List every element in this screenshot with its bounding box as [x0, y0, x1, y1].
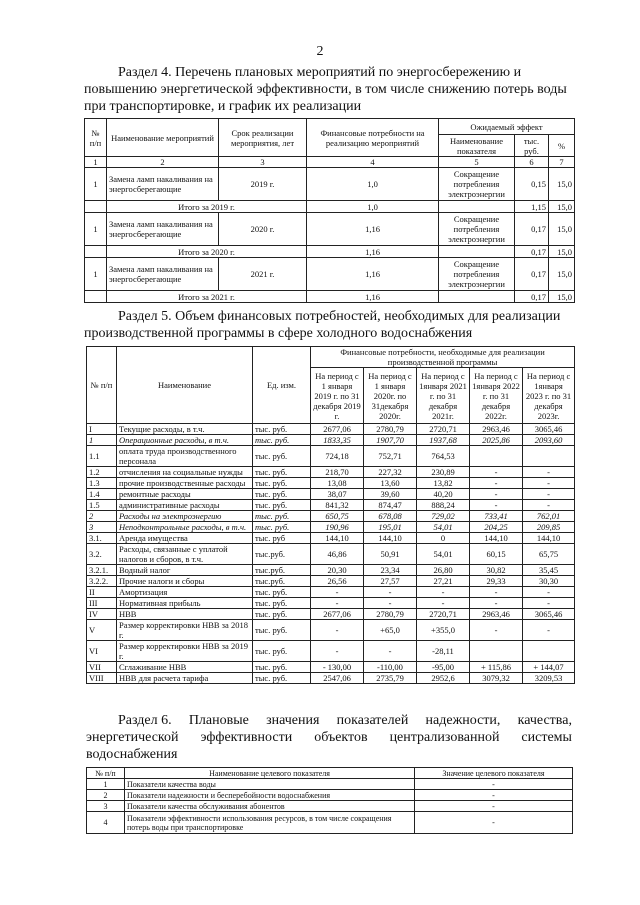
header-finance: Финансовые потребности, необходимые для реализации производственной программы [311, 347, 575, 368]
cell-value: - [311, 620, 364, 641]
cell-value: - [523, 467, 575, 478]
cell-num: 1.1 [87, 446, 117, 467]
cell-value: 2963,46 [470, 609, 523, 620]
cell-unit: тыс. руб. [253, 522, 311, 533]
cell-unit: тыс. руб. [253, 435, 311, 446]
cell-thousand: 0,17 [515, 291, 549, 303]
cell-value: 144,10 [364, 533, 417, 544]
cell-value: 30,30 [523, 576, 575, 587]
cell-value: +65,0 [364, 620, 417, 641]
table-row [87, 565, 575, 576]
cell-value: - 130,00 [311, 662, 364, 673]
cell-indicator: Сокращение потребления электроэнергии [439, 258, 515, 291]
cell-name: Операционные расходы, в т.ч. [117, 435, 253, 446]
cell-value: 29,33 [470, 576, 523, 587]
table-row [87, 511, 575, 522]
cell-unit: тыс.руб. [253, 565, 311, 576]
cell-value: 230,89 [417, 467, 470, 478]
cell-finance: 1,16 [307, 213, 439, 246]
cell-num: 1 [87, 435, 117, 446]
cell-value [523, 446, 575, 467]
cell-num: 3.2.1. [87, 565, 117, 576]
cell-value: 2677,06 [311, 609, 364, 620]
section4-table [84, 118, 575, 303]
cell-value: 2025,86 [470, 435, 523, 446]
cell-value: 1833,35 [311, 435, 364, 446]
cell-value: - [415, 812, 573, 834]
cell-name: Размер корректировки НВВ за 2018 г. [117, 620, 253, 641]
table-row [87, 641, 575, 662]
cell-name: Показатели качества воды [125, 779, 415, 790]
cell-percent: 15,0 [549, 246, 575, 258]
cell-value: 764,53 [417, 446, 470, 467]
cell-value: 3079,32 [470, 673, 523, 684]
cell-total-label: Итого за 2019 г. [107, 201, 307, 213]
cell-num: 3.2.2. [87, 576, 117, 587]
header-unit: Ед. изм. [253, 347, 311, 424]
header-period-2019: На период с 1 января 2019 г. по 31 декабря 2019 г. [311, 368, 364, 424]
cell-value: 209,85 [523, 522, 575, 533]
total-row [85, 201, 575, 213]
heading-word: объектов [314, 730, 368, 745]
cell-value: - [417, 598, 470, 609]
cell-value: 2677,06 [311, 424, 364, 435]
table-row [87, 544, 575, 565]
cell-value: 65,75 [523, 544, 575, 565]
cell-value: - [470, 620, 523, 641]
heading-word: эффективности [200, 730, 293, 745]
cell-value: - [523, 620, 575, 641]
cell-percent: 15,0 [549, 168, 575, 201]
cell-value: 3065,46 [523, 424, 575, 435]
cell-num: VII [87, 662, 117, 673]
cell-value: 874,47 [364, 500, 417, 511]
cell-value: - [470, 587, 523, 598]
cell-value: - [415, 801, 573, 812]
cell-value: + 144,07 [523, 662, 575, 673]
total-row [85, 291, 575, 303]
heading-word: энергетической [86, 730, 179, 745]
cell-value: -110,00 [364, 662, 417, 673]
cell-value: 2780,79 [364, 609, 417, 620]
cell-thousand: 0,17 [515, 258, 549, 291]
cell-unit: тыс. руб. [253, 641, 311, 662]
header-effect: Ожидаемый эффект [439, 119, 575, 135]
cell-name: Показатели надежности и бесперебойности водоснабжения [125, 790, 415, 801]
cell-value: 2547,06 [311, 673, 364, 684]
header-name: Наименование целевого показателя [125, 768, 415, 779]
cell-unit: тыс. руб. [253, 609, 311, 620]
cell-unit: тыс. руб. [253, 587, 311, 598]
cell-value: 27,57 [364, 576, 417, 587]
cell-value: - [364, 587, 417, 598]
cell-value: 2093,60 [523, 435, 575, 446]
total-row [85, 246, 575, 258]
cell-value [470, 641, 523, 662]
cell-num: 1.2 [87, 467, 117, 478]
section5-table [86, 346, 575, 684]
cell-name: НВВ [117, 609, 253, 620]
cell-num: II [87, 587, 117, 598]
cell-value: 54,01 [417, 544, 470, 565]
cell-num: 4 [87, 812, 125, 834]
cell-value: + 115,86 [470, 662, 523, 673]
cell-value: - [311, 587, 364, 598]
cell-value: 144,10 [523, 533, 575, 544]
cell-value: 733,41 [470, 511, 523, 522]
cell-value: - [470, 489, 523, 500]
header-term: Срок реализации мероприятия, лет [219, 119, 307, 157]
cell-value: - [470, 467, 523, 478]
cell-name: Размер корректировки НВВ за 2019 г. [117, 641, 253, 662]
cell-num: 3 [87, 522, 117, 533]
cell-num: 3.2. [87, 544, 117, 565]
table-row [87, 598, 575, 609]
cell-value: 20,30 [311, 565, 364, 576]
cell-num: 1.3 [87, 478, 117, 489]
cell-value: 3065,46 [523, 609, 575, 620]
heading-word: значения [266, 713, 320, 728]
cell-num: 1 [85, 168, 107, 201]
cell-name: Замена ламп накаливания на энергосберегающие [107, 258, 219, 291]
section4-title-line2: повышению энергетической эффективности, в том числе снижению потерь воды [84, 82, 567, 97]
cell-value: 13,60 [364, 478, 417, 489]
cell-value: 46,86 [311, 544, 364, 565]
section5-title [84, 308, 570, 342]
cell-value: - [470, 478, 523, 489]
cell-name: прочие производственные расходы [117, 478, 253, 489]
cell-value: 204,25 [470, 522, 523, 533]
cell-num: 1.5 [87, 500, 117, 511]
cell-thousand: 0,15 [515, 168, 549, 201]
table-row [85, 213, 575, 246]
header-num: № п/п [85, 119, 107, 157]
cell-value: - [470, 598, 523, 609]
cell-value: 724,18 [311, 446, 364, 467]
cell-value: 30,82 [470, 565, 523, 576]
cell-num: 2 [87, 790, 125, 801]
cell-value: 218,70 [311, 467, 364, 478]
cell-name: Текущие расходы, в т.ч. [117, 424, 253, 435]
cell-value [470, 446, 523, 467]
cell-value: - [523, 489, 575, 500]
cell-name: Сглаживание НВВ [117, 662, 253, 673]
table-row [87, 522, 575, 533]
cell-value: - [523, 478, 575, 489]
cell-value: 35,45 [523, 565, 575, 576]
cell-total-label: Итого за 2021 г. [107, 291, 307, 303]
cell-percent: 15,0 [549, 213, 575, 246]
cell-unit: тыс. руб. [253, 446, 311, 467]
cell-value: 23,34 [364, 565, 417, 576]
table-row [87, 424, 575, 435]
cell-num: 2 [87, 511, 117, 522]
table-row [87, 587, 575, 598]
cell-value: - [470, 500, 523, 511]
cell-year: 2021 г. [219, 258, 307, 291]
col-number: 2 [107, 157, 219, 168]
section4-title-line3: при транспортировке, и график их реализации [84, 99, 362, 114]
cell-value: 190,96 [311, 522, 364, 533]
cell-unit: тыс. руб. [253, 478, 311, 489]
cell-value: 13,08 [311, 478, 364, 489]
cell-value: 678,08 [364, 511, 417, 522]
cell-num: III [87, 598, 117, 609]
table-row [87, 620, 575, 641]
cell-unit: тыс. руб. [253, 673, 311, 684]
cell-finance: 1,16 [307, 291, 439, 303]
cell-value: +355,0 [417, 620, 470, 641]
header-period-2021: На период с 1января 2021 г. по 31 декабря 2021г. [417, 368, 470, 424]
cell-unit: тыс. руб. [253, 662, 311, 673]
cell-unit: тыс. руб. [253, 467, 311, 478]
cell-value: 38,07 [311, 489, 364, 500]
section5-title-line1: Раздел 5. Объем финансовых потребностей, необходимых для реализации [118, 309, 561, 324]
cell-name: Показатели качества обслуживания абонентов [125, 801, 415, 812]
cell-name: Прочие налоги и сборы [117, 576, 253, 587]
cell-finance: 1,16 [307, 258, 439, 291]
cell-name: Замена ламп накаливания на энергосберегающие [107, 213, 219, 246]
col-number: 5 [439, 157, 515, 168]
cell-unit: тыс. руб. [253, 500, 311, 511]
cell-name: административные расходы [117, 500, 253, 511]
cell-value: - [523, 598, 575, 609]
heading-word: Плановые [188, 713, 249, 728]
cell-value: 144,10 [311, 533, 364, 544]
header-value: Значение целевого показателя [415, 768, 573, 779]
col-number: 7 [549, 157, 575, 168]
header-percent: % [549, 135, 575, 157]
header-thousand: тыс. руб. [515, 135, 549, 157]
cell-name: Расходы, связанные с уплатой налогов и сборов, в т.ч. [117, 544, 253, 565]
cell-name: оплата труда производственного персонала [117, 446, 253, 467]
cell-finance: 1,0 [307, 168, 439, 201]
cell-num: 3 [87, 801, 125, 812]
cell-value: -28,11 [417, 641, 470, 662]
table-row [87, 673, 575, 684]
cell-value: 60,15 [470, 544, 523, 565]
cell-name: Амортизация [117, 587, 253, 598]
table-row [87, 662, 575, 673]
cell-name: ремонтные расходы [117, 489, 253, 500]
cell-name: Нормативная прибыль [117, 598, 253, 609]
cell-value: 50,91 [364, 544, 417, 565]
cell-value: 2735,79 [364, 673, 417, 684]
table-row [87, 489, 575, 500]
cell-value: 39,60 [364, 489, 417, 500]
section6-title-line1 [86, 712, 572, 729]
cell-value: 2720,71 [417, 609, 470, 620]
col-number: 6 [515, 157, 549, 168]
cell-name: Замена ламп накаливания на энергосберегающие [107, 168, 219, 201]
cell-value [523, 641, 575, 662]
col-number: 3 [219, 157, 307, 168]
header-indicator: Наименование показателя [439, 135, 515, 157]
cell-value: - [415, 779, 573, 790]
table-row [87, 533, 575, 544]
cell-unit: тыс. руб. [253, 620, 311, 641]
cell-total-label: Итого за 2020 г. [107, 246, 307, 258]
cell-value: 144,10 [470, 533, 523, 544]
table-row [87, 779, 573, 790]
cell-value: 841,32 [311, 500, 364, 511]
cell-value: 1907,70 [364, 435, 417, 446]
cell-unit: тыс. руб [253, 533, 311, 544]
table-row [87, 576, 575, 587]
cell-thousand: 0,17 [515, 213, 549, 246]
section6-table [86, 767, 573, 834]
table-row [87, 500, 575, 511]
col-number: 1 [85, 157, 107, 168]
cell-value: 2720,71 [417, 424, 470, 435]
cell-value: 195,01 [364, 522, 417, 533]
header-period-2022: На период с 1января 2022 г. по 31 декабря 2022г. [470, 368, 523, 424]
table-row [87, 446, 575, 467]
cell-num: 3.1. [87, 533, 117, 544]
cell-name: НВВ для расчета тарифа [117, 673, 253, 684]
header-period-2023: На период с 1января 2023 г. по 31 декабря 2023г. [523, 368, 575, 424]
cell-value: - [311, 598, 364, 609]
cell-value: 2952,6 [417, 673, 470, 684]
header-name: Наименование [117, 347, 253, 424]
cell-value: - [523, 500, 575, 511]
cell-num: 1 [85, 258, 107, 291]
cell-value: 13,82 [417, 478, 470, 489]
cell-value: -95,00 [417, 662, 470, 673]
cell-value: 40,20 [417, 489, 470, 500]
page-number: 2 [316, 44, 324, 59]
cell-num: IV [87, 609, 117, 620]
cell-num: 1 [87, 779, 125, 790]
cell-unit: тыс. руб. [253, 489, 311, 500]
header-period-2020: На период с 1 января 2020г. по 31декабря 2020г. [364, 368, 417, 424]
cell-unit: тыс.руб. [253, 576, 311, 587]
cell-value: 3209,53 [523, 673, 575, 684]
col-number: 4 [307, 157, 439, 168]
section6-title-line2 [86, 729, 572, 746]
cell-unit: тыс. руб. [253, 511, 311, 522]
table-row [85, 258, 575, 291]
cell-num: 1.4 [87, 489, 117, 500]
cell-value: 762,01 [523, 511, 575, 522]
heading-word: надежности, [425, 713, 501, 728]
cell-finance: 1,16 [307, 246, 439, 258]
cell-value: 1937,68 [417, 435, 470, 446]
cell-num: VI [87, 641, 117, 662]
cell-value: - [523, 587, 575, 598]
cell-name: Расходы на электроэнергию [117, 511, 253, 522]
cell-name: Неподконтрольные расходы, в т.ч. [117, 522, 253, 533]
cell-num: I [87, 424, 117, 435]
cell-num: 1 [85, 213, 107, 246]
header-name: Наименование мероприятий [107, 119, 219, 157]
cell-name: отчисления на социальные нужды [117, 467, 253, 478]
section4-title [84, 64, 570, 115]
cell-name: Показатели эффективности использования ресурсов, в том числе сокращения потерь воды при транспортировке [125, 812, 415, 834]
cell-value: 729,02 [417, 511, 470, 522]
section6-title [86, 712, 572, 763]
table-row [87, 812, 573, 834]
cell-num: VIII [87, 673, 117, 684]
cell-value: 227,32 [364, 467, 417, 478]
cell-year: 2020 г. [219, 213, 307, 246]
header-finance: Финансовые потребности на реализацию мероприятий [307, 119, 439, 157]
cell-percent: 15,0 [549, 291, 575, 303]
cell-value: - [364, 641, 417, 662]
section5-table-body [87, 424, 575, 684]
cell-value: 0 [417, 533, 470, 544]
cell-value: - [415, 790, 573, 801]
cell-indicator: Сокращение потребления электроэнергии [439, 213, 515, 246]
cell-unit: тыс.руб. [253, 544, 311, 565]
heading-word: централизованной [389, 730, 500, 745]
heading-word: Раздел 6. [118, 713, 172, 728]
header-num: № п/п [87, 768, 125, 779]
cell-unit: тыс. руб. [253, 424, 311, 435]
cell-value: 54,01 [417, 522, 470, 533]
cell-value: 2963,46 [470, 424, 523, 435]
heading-word: системы [521, 730, 572, 745]
cell-value: - [417, 587, 470, 598]
table-row [87, 790, 573, 801]
cell-num: V [87, 620, 117, 641]
section5-title-line2: производственной программы в сфере холодного водоснабжения [84, 326, 473, 341]
cell-percent: 15,0 [549, 258, 575, 291]
cell-thousand: 1,15 [515, 201, 549, 213]
table-row [85, 168, 575, 201]
heading-word: качества, [517, 713, 572, 728]
cell-name: Аренда имущества [117, 533, 253, 544]
section4-title-line1: Раздел 4. Перечень плановых мероприятий по энергосбережению и [118, 65, 522, 80]
table-row [87, 801, 573, 812]
header-num: № п/п [87, 347, 117, 424]
cell-indicator: Сокращение потребления электроэнергии [439, 168, 515, 201]
table-row [87, 467, 575, 478]
heading-word: показателей [336, 713, 409, 728]
cell-value: 752,71 [364, 446, 417, 467]
cell-finance: 1,0 [307, 201, 439, 213]
cell-unit: тыс. руб. [253, 598, 311, 609]
cell-thousand: 0,17 [515, 246, 549, 258]
cell-value: 26,56 [311, 576, 364, 587]
cell-value: - [364, 598, 417, 609]
cell-percent: 15,0 [549, 201, 575, 213]
cell-value: 26,80 [417, 565, 470, 576]
cell-value: 2780,79 [364, 424, 417, 435]
table-row [87, 609, 575, 620]
cell-value: - [311, 641, 364, 662]
section6-title-line3: водоснабжения [86, 747, 178, 762]
table-row [87, 435, 575, 446]
cell-value: 27,21 [417, 576, 470, 587]
cell-value: 650,75 [311, 511, 364, 522]
cell-value: 888,24 [417, 500, 470, 511]
cell-year: 2019 г. [219, 168, 307, 201]
cell-name: Водный налог [117, 565, 253, 576]
table-row [87, 478, 575, 489]
